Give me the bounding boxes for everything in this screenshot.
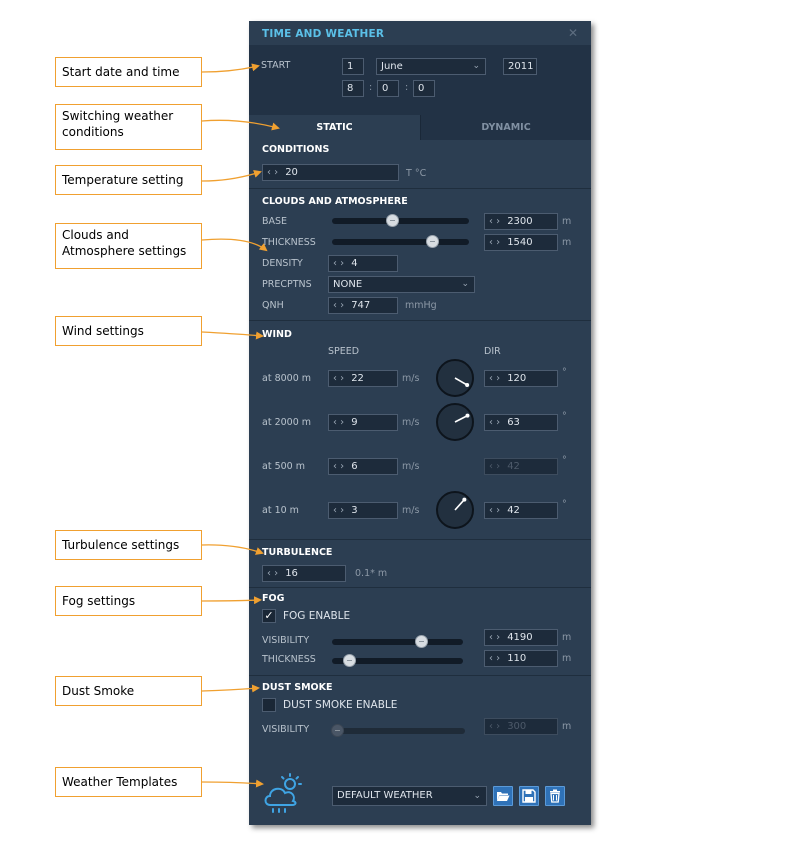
- slider-thumb[interactable]: [343, 654, 356, 667]
- stepper-arrows-icon: ‹ ›: [333, 373, 345, 384]
- dust-visibility-label: VISIBILITY: [262, 724, 310, 735]
- wind-dir-field[interactable]: [484, 458, 558, 475]
- density-label: DENSITY: [262, 258, 303, 269]
- stepper-arrows-icon: ‹ ›: [489, 632, 501, 643]
- time-separator: :: [369, 82, 373, 93]
- stepper-arrows-icon: ‹ ›: [489, 721, 501, 732]
- cloud-thickness-unit: m: [562, 237, 572, 248]
- wind-speed-field[interactable]: [328, 370, 398, 387]
- save-icon: [522, 789, 536, 803]
- start-second-field[interactable]: 0: [413, 80, 435, 97]
- weather-template-value: DEFAULT WEATHER: [337, 790, 433, 801]
- divider: [249, 188, 591, 189]
- cloud-base-field[interactable]: [484, 213, 558, 230]
- cloud-base-value: 2300: [507, 216, 533, 227]
- turbulence-unit: 0.1* m: [355, 568, 388, 579]
- wind-speed-value: 6: [351, 461, 358, 472]
- stepper-arrows-icon: ‹ ›: [489, 505, 501, 516]
- cloud-base-unit: m: [562, 216, 572, 227]
- qnh-label: QNH: [262, 300, 284, 311]
- stepper-arrows-icon: ‹ ›: [489, 653, 501, 664]
- stepper-arrows-icon: ‹ ›: [489, 237, 501, 248]
- wind-speed-field[interactable]: [328, 458, 398, 475]
- wind-speed-unit: m/s: [402, 505, 420, 516]
- dust-visibility-value: 300: [507, 721, 527, 732]
- weather-cloud-sun-icon: [261, 771, 305, 815]
- close-icon[interactable]: ✕: [568, 26, 579, 40]
- wind-speed-field[interactable]: [328, 502, 398, 519]
- qnh-value: 747: [351, 300, 371, 311]
- wind-dir-field[interactable]: [484, 370, 558, 387]
- weather-mode-tabs: [249, 115, 591, 140]
- qnh-field[interactable]: [328, 297, 398, 314]
- fog-visibility-unit: m: [562, 632, 572, 643]
- turbulence-title: TURBULENCE: [262, 547, 333, 558]
- callout-switching-weather: Switching weather conditions: [55, 104, 202, 150]
- callout-fog: Fog settings: [55, 586, 202, 616]
- dust-visibility-unit: m: [562, 721, 572, 732]
- turbulence-value: 16: [285, 568, 298, 579]
- wind-speed-value: 22: [351, 373, 364, 384]
- wind-dir-header: DIR: [484, 346, 501, 357]
- trash-icon: [548, 789, 562, 803]
- stepper-arrows-icon: ‹ ›: [333, 417, 345, 428]
- wind-speed-unit: m/s: [402, 373, 420, 384]
- fog-enable-label: FOG ENABLE: [283, 610, 351, 622]
- callout-wind: Wind settings: [55, 316, 202, 346]
- wind-dir-unit: °: [562, 455, 567, 466]
- wind-row-label: at 8000 m: [262, 373, 312, 384]
- cloud-thickness-slider[interactable]: [332, 239, 469, 245]
- wind-dir-value: 120: [507, 373, 527, 384]
- start-month-dropdown[interactable]: [376, 58, 486, 75]
- time-separator: :: [405, 82, 409, 93]
- wind-speed-value: 3: [351, 505, 358, 516]
- wind-dir-value: 42: [507, 461, 520, 472]
- callout-start-date-time: Start date and time: [55, 57, 202, 87]
- stepper-arrows-icon: ‹ ›: [489, 461, 501, 472]
- wind-row-label: at 10 m: [262, 505, 299, 516]
- stepper-arrows-icon: ‹ ›: [333, 258, 345, 269]
- cloud-thickness-value: 1540: [507, 237, 533, 248]
- wind-dir-unit: °: [562, 411, 567, 422]
- stepper-arrows-icon: ‹ ›: [267, 167, 279, 178]
- open-template-button[interactable]: [493, 786, 513, 806]
- dust-visibility-slider[interactable]: [332, 728, 465, 734]
- fog-visibility-slider[interactable]: [332, 639, 463, 645]
- wind-dir-unit: °: [562, 367, 567, 378]
- dust-enable-label: DUST SMOKE ENABLE: [283, 699, 398, 711]
- callout-temperature: Temperature setting: [55, 165, 202, 195]
- wind-dir-field[interactable]: [484, 502, 558, 519]
- clouds-title: CLOUDS AND ATMOSPHERE: [262, 196, 408, 207]
- temperature-unit: T °C: [406, 168, 427, 179]
- fog-visibility-field[interactable]: [484, 629, 558, 646]
- stepper-arrows-icon: ‹ ›: [333, 300, 345, 311]
- chevron-down-icon: ⌄: [472, 61, 480, 71]
- start-label: START: [261, 60, 291, 71]
- wind-speed-value: 9: [351, 417, 358, 428]
- dust-title: DUST SMOKE: [262, 682, 333, 693]
- time-and-weather-panel: [249, 21, 591, 825]
- fog-visibility-label: VISIBILITY: [262, 635, 310, 646]
- callout-turbulence: Turbulence settings: [55, 530, 202, 560]
- stepper-arrows-icon: ‹ ›: [489, 417, 501, 428]
- fog-enable-checkbox[interactable]: [262, 609, 276, 623]
- wind-title: WIND: [262, 329, 292, 340]
- slider-thumb[interactable]: [415, 635, 428, 648]
- slider-thumb[interactable]: [426, 235, 439, 248]
- wind-row-label: at 500 m: [262, 461, 305, 472]
- slider-thumb[interactable]: [331, 724, 344, 737]
- conditions-title: CONDITIONS: [262, 144, 330, 155]
- wind-dir-unit: °: [562, 499, 567, 510]
- delete-template-button[interactable]: [545, 786, 565, 806]
- cloud-base-slider[interactable]: [332, 218, 469, 224]
- dust-visibility-field[interactable]: [484, 718, 558, 735]
- folder-open-icon: [496, 789, 510, 803]
- stepper-arrows-icon: ‹ ›: [267, 568, 279, 579]
- stepper-arrows-icon: ‹ ›: [489, 373, 501, 384]
- fog-thickness-label: THICKNESS: [262, 654, 316, 665]
- fog-visibility-value: 4190: [507, 632, 533, 643]
- wind-direction-dial[interactable]: [435, 358, 475, 398]
- start-minute-field[interactable]: 0: [377, 80, 399, 97]
- wind-dir-value: 63: [507, 417, 520, 428]
- wind-speed-unit: m/s: [402, 461, 420, 472]
- stepper-arrows-icon: ‹ ›: [333, 461, 345, 472]
- density-value: 4: [351, 258, 358, 269]
- divider: [249, 675, 591, 676]
- stepper-arrows-icon: ‹ ›: [333, 505, 345, 516]
- tab-dynamic[interactable]: DYNAMIC: [420, 115, 591, 140]
- wind-speed-field[interactable]: [328, 414, 398, 431]
- start-month-value: June: [381, 61, 403, 72]
- callout-clouds-atmosphere: Clouds and Atmosphere settings: [55, 223, 202, 269]
- precipitation-dropdown[interactable]: [328, 276, 475, 293]
- divider: [249, 587, 591, 588]
- wind-dir-field[interactable]: [484, 414, 558, 431]
- temperature-field[interactable]: [262, 164, 399, 181]
- wind-speed-unit: m/s: [402, 417, 420, 428]
- slider-thumb[interactable]: [386, 214, 399, 227]
- cloud-thickness-field[interactable]: [484, 234, 558, 251]
- start-area: [249, 45, 591, 115]
- divider: [249, 539, 591, 540]
- weather-template-dropdown[interactable]: [332, 786, 487, 806]
- panel-title: TIME AND WEATHER: [262, 28, 385, 40]
- precipitation-value: NONE: [333, 279, 363, 290]
- save-template-button[interactable]: [519, 786, 539, 806]
- callout-dust-smoke: Dust Smoke: [55, 676, 202, 706]
- start-hour-field[interactable]: 8: [342, 80, 364, 97]
- precipitation-label: PRECPTNS: [262, 279, 312, 290]
- wind-direction-dial[interactable]: [435, 402, 475, 442]
- dust-enable-checkbox[interactable]: [262, 698, 276, 712]
- fog-thickness-slider[interactable]: [332, 658, 463, 664]
- wind-direction-dial[interactable]: [435, 490, 475, 530]
- wind-row-label: at 2000 m: [262, 417, 312, 428]
- divider: [249, 320, 591, 321]
- fog-thickness-value: 110: [507, 653, 527, 664]
- callout-weather-templates: Weather Templates: [55, 767, 202, 797]
- checkmark-icon: ✓: [264, 609, 274, 622]
- wind-speed-header: SPEED: [328, 346, 360, 357]
- turbulence-field[interactable]: [262, 565, 346, 582]
- fog-thickness-field[interactable]: [484, 650, 558, 667]
- cloud-base-label: BASE: [262, 216, 288, 227]
- fog-title: FOG: [262, 593, 285, 604]
- start-day-field[interactable]: 1: [342, 58, 364, 75]
- stepper-arrows-icon: ‹ ›: [489, 216, 501, 227]
- cloud-thickness-label: THICKNESS: [262, 237, 316, 248]
- chevron-down-icon: ⌄: [461, 279, 469, 289]
- wind-dir-value: 42: [507, 505, 520, 516]
- start-year-field[interactable]: 2011: [503, 58, 537, 75]
- fog-thickness-unit: m: [562, 653, 572, 664]
- density-field[interactable]: [328, 255, 398, 272]
- qnh-unit: mmHg: [405, 300, 437, 311]
- chevron-down-icon: ⌄: [473, 791, 481, 801]
- tab-static[interactable]: STATIC: [249, 115, 420, 140]
- temperature-value: 20: [285, 167, 298, 178]
